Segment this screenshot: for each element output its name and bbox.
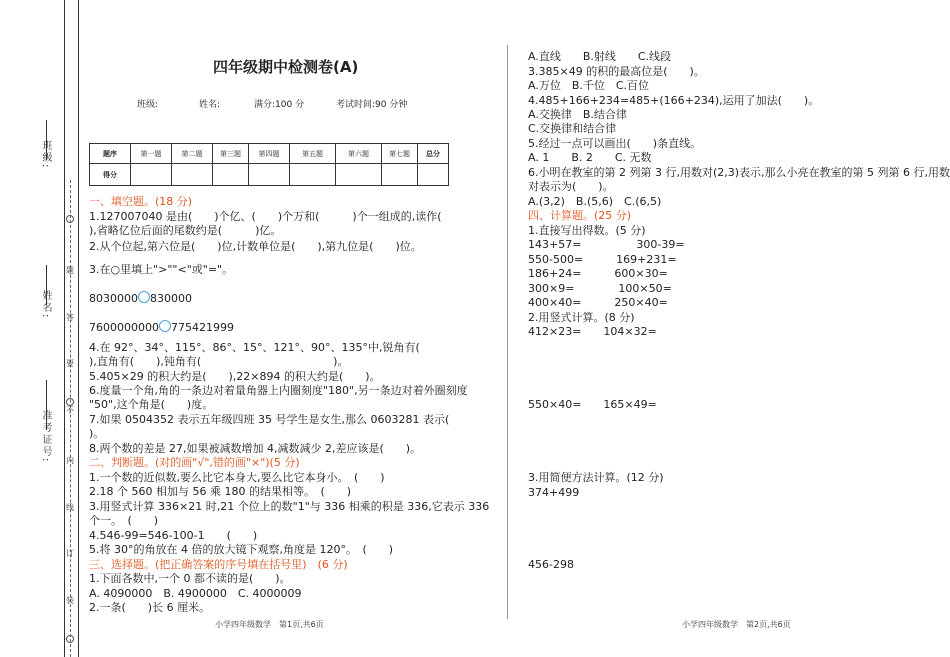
page-title: 四年级期中检测卷(A) xyxy=(213,58,359,76)
calc-line: 550×40= 165×49= xyxy=(528,398,657,411)
question-line: 5.经过一点可以画出( )条直线。 xyxy=(528,137,702,150)
question-line: 6.小明在教室的第 2 列第 3 行,用数对(2,3)表示,那么小亮在教室的第 5 列第 6 行,用数 xyxy=(528,166,950,179)
id-label: 准考证号: xyxy=(40,410,51,464)
question-line: ),直角有( ),钝角有( )。 xyxy=(89,355,349,368)
question-line: A.(3,2) B.(5,6) C.(6,5) xyxy=(528,195,662,208)
score-cell[interactable] xyxy=(131,164,172,186)
score-cell[interactable] xyxy=(382,164,418,186)
score-header-cell: 第六题 xyxy=(336,144,382,164)
question-line: A.直线 B.射线 C.线段 xyxy=(528,50,672,63)
info-class: 班级: xyxy=(137,100,159,110)
binding-line-inner xyxy=(78,0,79,657)
seal-char: 不 xyxy=(66,406,74,415)
seal-char: 线 xyxy=(66,503,74,512)
score-header-cell: 第四题 xyxy=(249,144,290,164)
compare-right: 775421999 xyxy=(171,321,234,334)
question-line: 1.一个数的近似数,要么比它本身大,要么比它本身小。 ( ) xyxy=(89,471,385,484)
compare-left: 7600000000 xyxy=(89,321,159,334)
compare-row-2 xyxy=(89,320,234,335)
score-header-cell: 第三题 xyxy=(213,144,249,164)
seal-circle xyxy=(66,215,74,223)
binding-line-outer xyxy=(64,0,65,657)
id-blank xyxy=(46,380,47,430)
info-name: 姓名: xyxy=(199,100,221,110)
calc-line: 1.直接写出得数。(5 分) xyxy=(528,224,646,237)
score-cell[interactable] xyxy=(418,164,449,186)
seal-char: 订 xyxy=(66,549,74,558)
section3-heading: 三、选择题。(把正确答案的序号填在括号里) (6 分) xyxy=(89,558,348,571)
question-line: "50",这个角是( )度。 xyxy=(89,398,214,411)
calc-line: 374+499 xyxy=(528,486,580,499)
calc-line: 2.用竖式计算。(8 分) xyxy=(528,311,635,324)
seal-char: 装 xyxy=(66,596,74,605)
question-line: 2.从个位起,第六位是( )位,计数单位是( ),第九位是( )位。 xyxy=(89,240,422,253)
section4-heading: 四、计算题。(25 分) xyxy=(528,209,632,222)
score-row-label: 得分 xyxy=(90,164,131,186)
question-line: A. 4090000 B. 4900000 C. 4000009 xyxy=(89,587,302,600)
question-line: 6.度量一个角,角的一条边对着量角器上内圈刻度"180",另一条边对着外圈刻度 xyxy=(89,384,468,397)
score-header-cell: 第二题 xyxy=(172,144,213,164)
calc-line: 300×9= 100×50= xyxy=(528,282,672,295)
binding-strip xyxy=(0,0,80,657)
class-blank xyxy=(46,120,47,160)
seal-circle xyxy=(66,635,74,643)
seal-char: 内 xyxy=(66,456,74,465)
compare-circle[interactable] xyxy=(159,320,171,332)
question-line: 3.385×49 的积的最高位是( )。 xyxy=(528,65,705,78)
question-line: 8.两个数的差是 27,如果被减数增加 4,减数减少 2,差应该是( )。 xyxy=(89,442,422,455)
name-label: 姓名: xyxy=(40,290,51,320)
score-cell[interactable] xyxy=(290,164,336,186)
question-line: 5.405×29 的积大约是( ),22×894 的积大约是( )。 xyxy=(89,370,381,383)
question-line: )。 xyxy=(89,427,105,440)
question-line: 1.127007040 是由( )个亿、( )个万和( )个一组成的,读作( xyxy=(89,210,442,223)
score-header-cell: 题序 xyxy=(90,144,131,164)
compare-row-1 xyxy=(89,291,192,306)
name-blank xyxy=(46,265,47,305)
calc-line: 186+24= 600×30= xyxy=(528,267,668,280)
seal-char: 题 xyxy=(66,266,74,275)
question-line: A.万位 B.千位 C.百位 xyxy=(528,79,650,92)
calc-line: 412×23= 104×32= xyxy=(528,325,657,338)
calc-line: 550-500= 169+231= xyxy=(528,253,677,266)
question-line: 3.用竖式计算 336×21 时,21 个位上的数"1"与 336 相乘的积是 336,它表示 336 xyxy=(89,500,490,513)
score-cell[interactable] xyxy=(172,164,213,186)
score-cell[interactable] xyxy=(249,164,290,186)
question-line: 7.如果 0504352 表示五年级四班 35 号学生是女生,那么 0603281 表示( xyxy=(89,413,450,426)
section2-heading: 二、判断题。(对的画"√",错的画"×")(5 分) xyxy=(89,456,300,469)
score-header-cell: 总分 xyxy=(418,144,449,164)
section1-heading: 一、填空题。(18 分) xyxy=(89,195,193,208)
question-line: 4.485+166+234=485+(166+234),运用了加法( )。 xyxy=(528,94,820,107)
score-header-cell: 第七题 xyxy=(382,144,418,164)
question-line: 4.在 92°、34°、115°、86°、15°、121°、90°、135°中,锐角有( xyxy=(89,341,420,354)
question-line: 5.将 30°的角放在 4 倍的放大镜下观察,角度是 120°。 ( ) xyxy=(89,543,394,556)
question-line: 3.在○里填上">""<"或"="。 xyxy=(89,263,234,276)
calc-line: 400×40= 250×40= xyxy=(528,296,668,309)
score-header-cell: 第五题 xyxy=(290,144,336,164)
calc-line: 143+57= 300-39= xyxy=(528,238,685,251)
compare-right: 830000 xyxy=(150,292,192,305)
compare-left: 8030000 xyxy=(89,292,138,305)
info-score: 满分:100 分 xyxy=(254,100,305,110)
score-table xyxy=(89,143,449,186)
question-line: ),省略亿位后面的尾数约是( )亿。 xyxy=(89,224,282,237)
question-line: A.交换律 B.结合律 xyxy=(528,108,627,121)
question-line: 1.下面各数中,一个 0 都不读的是( )。 xyxy=(89,572,291,585)
seal-char: 要 xyxy=(66,359,74,368)
question-line: C.交换律和结合律 xyxy=(528,122,617,135)
score-cell[interactable] xyxy=(213,164,249,186)
page-divider xyxy=(507,45,508,619)
question-line: 对表示为( )。 xyxy=(528,180,614,193)
footer-right: 小学四年级数学 第2页,共6页 xyxy=(682,620,791,629)
question-line: 2.18 个 560 相加与 56 乘 180 的结果相等。 ( ) xyxy=(89,485,352,498)
seal-char: 答 xyxy=(66,313,74,322)
calc-line: 456-298 xyxy=(528,558,574,571)
question-line: 4.546-99=546-100-1 ( ) xyxy=(89,529,258,542)
footer-left: 小学四年级数学 第1页,共6页 xyxy=(215,620,324,629)
score-header-cell: 第一题 xyxy=(131,144,172,164)
question-line: 个一。 ( ) xyxy=(89,514,159,527)
question-line: 2.一条( )长 6 厘米。 xyxy=(89,601,211,614)
score-cell[interactable] xyxy=(336,164,382,186)
info-time: 考试时间:90 分钟 xyxy=(336,100,408,110)
question-line: A. 1 B. 2 C. 无数 xyxy=(528,151,652,164)
simplify-heading: 3.用简便方法计算。(12 分) xyxy=(528,471,664,484)
compare-circle[interactable] xyxy=(138,291,150,303)
seal-dashed-line xyxy=(70,180,71,657)
class-label: 班级: xyxy=(40,140,51,170)
